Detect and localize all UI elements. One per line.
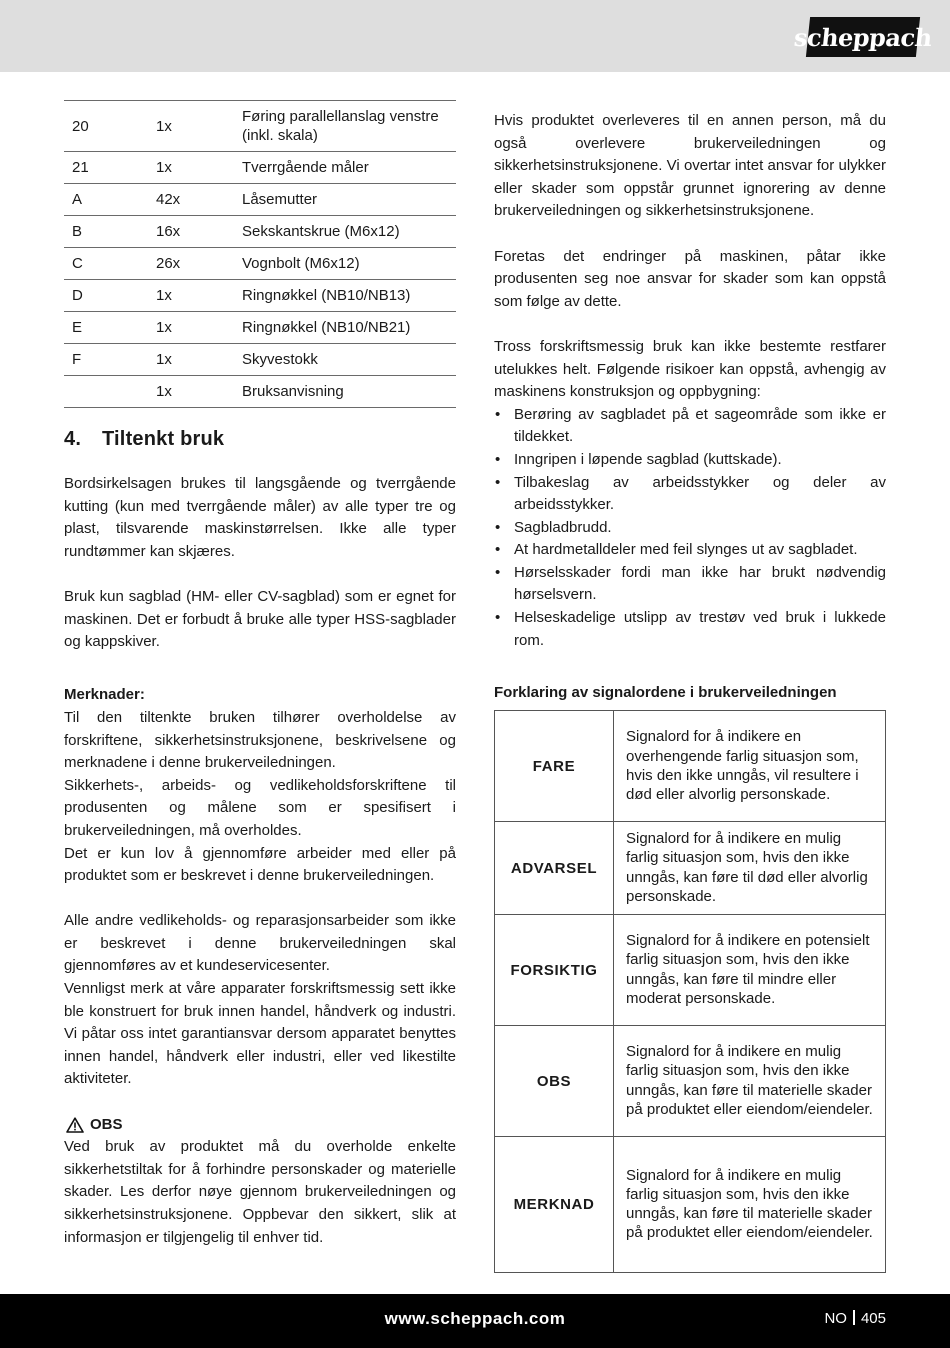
notes-paragraph-2: Sikkerhets-, arbeids- og vedlikeholdsforskriftene til produsenten og målene som er spesifisert i brukerveiledningen, må overholdes. xyxy=(64,776,456,839)
obs-heading xyxy=(64,1114,456,1137)
table-row xyxy=(64,344,456,376)
part-quantity: 1x xyxy=(156,159,172,176)
scheppach-logo: scheppach xyxy=(806,17,920,57)
signal-words-heading: Forklaring av signalordene i brukerveiledningen xyxy=(494,684,837,702)
signal-words-table xyxy=(494,710,886,1273)
table-row xyxy=(64,184,456,216)
part-quantity: 16x xyxy=(156,223,181,240)
modifications-paragraph: Foretas det endringer på maskinen, påtar ikke produsenten seg noe ansvar for skader som kan oppstå som følge av dette. xyxy=(494,247,886,310)
list-item: • Tilbakeslag av arbeidsstykker og deler av arbeidsstykker. xyxy=(494,472,886,517)
list-item: • Helseskadelige utslipp av trestøv ved bruk i lukkede rom. xyxy=(494,607,886,652)
signal-description: Signalord for å indikere en potensielt farlig situasjon som, hvis den ikke unngås, kan føre til mindre eller moderat personskade. xyxy=(614,915,886,1026)
list-item: • Hørselsskader fordi man ikke har brukt nødvendig hørselsvern. xyxy=(494,562,886,607)
table-row xyxy=(495,1026,886,1137)
page-number-value: 405 xyxy=(860,1310,886,1327)
signal-description: Signalord for å indikere en overhengende farlig situasjon som, hvis den ikke unngås, vil resultere i død eller alvorlig personskade. xyxy=(614,711,886,822)
parts-table xyxy=(64,100,456,408)
signal-word: FORSIKTIG xyxy=(495,915,614,1026)
separator xyxy=(853,1310,855,1325)
signal-description: Signalord for å indikere en mulig farlig situasjon som, hvis den ikke unngås, kan føre til materielle skader på produktet eller eiendom/eiendeler. xyxy=(614,1026,886,1137)
part-number: F xyxy=(72,351,82,368)
signal-word: OBS xyxy=(495,1026,614,1137)
website-link[interactable]: www.scheppach.com xyxy=(384,1309,566,1328)
part-description: Tverrgående måler xyxy=(242,159,369,176)
part-number: B xyxy=(72,223,83,240)
part-quantity: 1x xyxy=(156,351,172,368)
table-row xyxy=(64,376,456,408)
residual-risks-paragraph: Tross forskriftsmessig bruk kan ikke bestemte restfarer utelukkes helt. Følgende risikoer kan oppstå, avhengig av maskinens konstruksjon og oppbygning: xyxy=(494,337,886,401)
signal-word: ADVARSEL xyxy=(495,822,614,915)
intended-use-paragraph: Bordsirkelsagen brukes til langsgående og tverrgående kutting (kun med tverrgående måler) av alle typer tre og plast, tilsvarende maskinstørrelsen. Ikke alle typer rundtømmer kan skjæres. xyxy=(64,475,456,560)
obs-heading-text: OBS xyxy=(90,1115,123,1133)
signal-word: FARE xyxy=(495,711,614,822)
part-number: C xyxy=(72,255,83,272)
section-title: Tiltenkt bruk xyxy=(102,428,225,450)
part-quantity: 1x xyxy=(156,319,172,336)
right-column xyxy=(494,110,886,1273)
signal-description: Signalord for å indikere en mulig farlig situasjon som, hvis den ikke unngås, kan føre til død eller alvorlig personskade. xyxy=(614,822,886,915)
part-number: 21 xyxy=(72,159,89,176)
list-item: • Sagbladbrudd. xyxy=(494,517,886,540)
table-row xyxy=(64,152,456,184)
risk-list xyxy=(494,404,886,653)
part-description: Sekskantskrue (M6x12) xyxy=(242,223,400,240)
signal-word: MERKNAD xyxy=(495,1137,614,1273)
section-number: 4. xyxy=(64,428,82,450)
part-number: E xyxy=(72,319,83,336)
part-description: Ringnøkkel (NB10/NB13) xyxy=(242,287,411,304)
warning-triangle-icon xyxy=(66,1117,84,1133)
part-number xyxy=(64,376,148,408)
page-footer xyxy=(0,1294,950,1348)
maintenance-paragraph: Alle andre vedlikeholds- og reparasjonsarbeider som ikke er beskrevet i denne brukerveiledningen skal gjennomføres av et kundeservicesenter. xyxy=(64,912,456,975)
handover-paragraph: Hvis produktet overleveres til en annen person, må du også overlevere brukerveiledningen og sikkerhetsinstruksjonene. Vi overtar intet ansvar for ulykker eller skader som oppstår grunnet ignorering av denne brukerveiledningen og sikkerhetsinstruksjonene. xyxy=(494,112,886,220)
part-quantity: 26x xyxy=(156,255,181,272)
table-row xyxy=(64,280,456,312)
part-description: Bruksanvisning xyxy=(242,383,344,400)
part-number: D xyxy=(72,287,83,304)
part-quantity: 42x xyxy=(156,191,181,208)
part-description: Skyvestokk xyxy=(242,351,318,368)
part-description: Føring parallellanslag venstre (inkl. skala) xyxy=(242,108,439,144)
notes-heading: Merknader: xyxy=(64,686,145,704)
language-code: NO xyxy=(824,1310,847,1327)
saw-blade-paragraph: Bruk kun sagblad (HM- eller CV-sagblad) som er egnet for maskinen. Det er forbudt å bruke alle typer HSS-sagblader og kappskiver. xyxy=(64,587,456,651)
part-description: Vognbolt (M6x12) xyxy=(242,255,360,272)
part-description: Låsemutter xyxy=(242,191,318,208)
commercial-use-paragraph: Vennligst merk at våre apparater forskriftsmessig sett ikke ble konstruert for bruk innen handel, håndverk og industri. Vi påtar oss intet garantiansvar dersom apparatet benyttes innen handel, håndverk eller industri, eller ved likestilte aktiviteter. xyxy=(64,980,456,1088)
section-heading xyxy=(64,428,456,451)
left-column xyxy=(64,100,456,1249)
table-row xyxy=(495,822,886,915)
table-row xyxy=(495,1137,886,1273)
table-row xyxy=(495,915,886,1026)
table-row xyxy=(64,312,456,344)
part-number: 20 xyxy=(72,117,89,135)
notes-paragraph-1: Til den tiltenkte bruken tilhører overholdelse av forskriftene, sikkerhetsinstruksjonene, beskrivelsene og merknadene i denne brukerveiledningen. xyxy=(64,708,456,772)
part-quantity: 1x xyxy=(156,117,172,135)
list-item: • Inngripen i løpende sagblad (kuttskade). xyxy=(494,449,886,472)
list-item: • Berøring av sagbladet på et sageområde som ikke er tildekket. xyxy=(494,404,886,449)
page-number xyxy=(824,1310,886,1327)
part-quantity: 1x xyxy=(156,383,172,400)
page-header xyxy=(0,0,950,72)
table-row xyxy=(495,711,886,822)
table-row xyxy=(64,101,456,152)
part-quantity: 1x xyxy=(156,287,172,304)
notes-paragraph-3: Det er kun lov å gjennomføre arbeider med eller på produktet som er beskrevet i denne brukerveiledningen. xyxy=(64,844,456,885)
table-row xyxy=(64,248,456,280)
obs-paragraph: Ved bruk av produktet må du overholde enkelte sikkerhetstiltak for å forhindre personskader og materielle skader. Les derfor nøye gjennom brukerveiledningen og sikkerhetsinstruksjonene. Oppbevar den sikkert, slik at informasjon er tilgjengelig til enhver tid. xyxy=(64,1138,456,1246)
table-row xyxy=(64,216,456,248)
signal-description: Signalord for å indikere en mulig farlig situasjon som, hvis den ikke unngås, kan føre til materielle skader på produktet eller eiendom/eiendeler. xyxy=(614,1137,886,1273)
list-item: • At hardmetalldeler med feil slynges ut av sagbladet. xyxy=(494,539,886,562)
part-number: A xyxy=(72,191,83,208)
part-description: Ringnøkkel (NB10/NB21) xyxy=(242,319,411,336)
